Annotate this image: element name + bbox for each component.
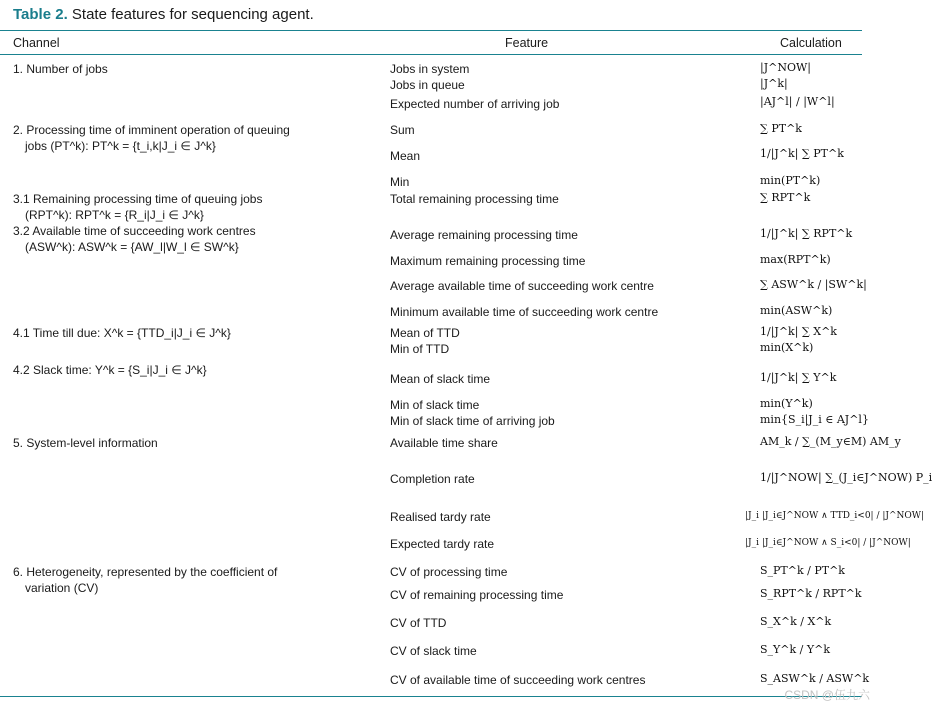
calc-cv-slack: S_Y^k / Y^k <box>760 643 831 656</box>
calc-completion-rate: 1/|J^NOW| ∑_(J_i∈J^NOW) P_i <box>760 471 932 484</box>
calc-slack-arriving-min: min{S_i|J_i ∈ AJ^l} <box>760 413 869 426</box>
feature-pt-sum: Sum <box>390 123 415 137</box>
channel-6: 6. Heterogeneity, represented by the coefficient of <box>13 565 278 579</box>
feature-cv-asw: CV of available time of succeeding work centres <box>390 673 646 687</box>
feature-cv-ttd: CV of TTD <box>390 616 447 630</box>
calc-asw-average: ∑ ASW^k / |SW^k| <box>760 278 867 291</box>
calc-ttd-min: min(X^k) <box>760 341 814 354</box>
top-rule <box>0 30 862 31</box>
channel-3-2: 3.2 Available time of succeeding work centres <box>13 224 256 238</box>
column-header-calculation: Calculation <box>780 36 842 50</box>
calc-pt-sum: ∑ PT^k <box>760 122 802 135</box>
calc-cv-remaining: S_RPT^k / RPT^k <box>760 587 862 600</box>
feature-slack-min: Min of slack time <box>390 398 480 412</box>
watermark: CSDN @伍九六 <box>784 688 870 702</box>
channel-5: 5. System-level information <box>13 436 158 450</box>
caption-text: State features for sequencing agent. <box>71 6 314 23</box>
feature-cv-remaining: CV of remaining processing time <box>390 588 564 602</box>
calc-realised-tardy-rate: |J_i |J_i∈J^NOW ∧ TTD_i<0| / |J^NOW| <box>745 511 925 521</box>
calc-asw-min: min(ASW^k) <box>760 304 833 317</box>
channel-4-2: 4.2 Slack time: Y^k = {S_i|J_i ∈ J^k} <box>13 363 207 377</box>
channel-4-1: 4.1 Time till due: X^k = {TTD_i|J_i ∈ J^k} <box>13 326 231 340</box>
feature-completion-rate: Completion rate <box>390 472 475 486</box>
calc-rpt-total: ∑ RPT^k <box>760 191 811 204</box>
header-rule <box>0 54 862 55</box>
feature-pt-mean: Mean <box>390 149 421 163</box>
feature-slack-arriving-min: Min of slack time of arriving job <box>390 414 555 428</box>
feature-cv-slack: CV of slack time <box>390 644 477 658</box>
column-header-feature: Feature <box>505 36 549 50</box>
column-header-channel: Channel <box>13 36 60 50</box>
calc-rpt-max: max(RPT^k) <box>760 253 831 266</box>
feature-jobs-in-queue: Jobs in queue <box>390 78 465 92</box>
calc-jobs-in-queue: |J^k| <box>760 77 788 90</box>
channel-2-definition: jobs (PT^k): PT^k = {t_i,k|J_i ∈ J^k} <box>25 139 216 153</box>
feature-ttd-min: Min of TTD <box>390 342 450 356</box>
caption-label: Table 2. <box>13 6 68 23</box>
feature-rpt-total: Total remaining processing time <box>390 192 559 206</box>
feature-jobs-in-system: Jobs in system <box>390 62 470 76</box>
calc-cv-asw: S_ASW^k / ASW^k <box>760 672 870 685</box>
calc-slack-mean: 1/|J^k| ∑ Y^k <box>760 371 837 384</box>
channel-2: 2. Processing time of imminent operation of queuing <box>13 123 290 137</box>
feature-realised-tardy-rate: Realised tardy rate <box>390 510 491 524</box>
calc-pt-min: min(PT^k) <box>760 174 821 187</box>
table-caption <box>13 6 314 23</box>
calc-cv-ttd: S_X^k / X^k <box>760 615 832 628</box>
feature-cv-processing: CV of processing time <box>390 565 508 579</box>
feature-rpt-average: Average remaining processing time <box>390 228 578 242</box>
feature-rpt-max: Maximum remaining processing time <box>390 254 586 268</box>
calc-jobs-in-system: |J^NOW| <box>760 61 811 74</box>
feature-asw-average: Average available time of succeeding work centre <box>390 279 654 293</box>
bottom-rule <box>0 696 862 697</box>
calc-available-time-share: AM_k / ∑_(M_y∈M) AM_y <box>760 435 901 448</box>
calc-slack-min: min(Y^k) <box>760 397 813 410</box>
feature-slack-mean: Mean of slack time <box>390 372 491 386</box>
feature-asw-min: Minimum available time of succeeding work centre <box>390 305 659 319</box>
calc-cv-processing: S_PT^k / PT^k <box>760 564 845 577</box>
calc-pt-mean: 1/|J^k| ∑ PT^k <box>760 147 844 160</box>
calc-ttd-mean: 1/|J^k| ∑ X^k <box>760 325 837 338</box>
feature-expected-tardy-rate: Expected tardy rate <box>390 537 495 551</box>
channel-1: 1. Number of jobs <box>13 62 108 76</box>
channel-6-continued: variation (CV) <box>25 581 99 595</box>
feature-expected-arriving: Expected number of arriving job <box>390 97 560 111</box>
feature-available-time-share: Available time share <box>390 436 498 450</box>
calc-expected-arriving: |AJ^l| / |W^l| <box>760 95 835 108</box>
calc-rpt-average: 1/|J^k| ∑ RPT^k <box>760 227 853 240</box>
channel-3-1-definition: (RPT^k): RPT^k = {R_i|J_i ∈ J^k} <box>25 208 204 222</box>
feature-ttd-mean: Mean of TTD <box>390 326 460 340</box>
calc-expected-tardy-rate: |J_i |J_i∈J^NOW ∧ S_i<0| / |J^NOW| <box>745 538 911 548</box>
channel-3-1: 3.1 Remaining processing time of queuing jobs <box>13 192 263 206</box>
channel-3-2-definition: (ASW^k): ASW^k = {AW_l|W_l ∈ SW^k} <box>25 240 239 254</box>
feature-pt-min: Min <box>390 175 410 189</box>
